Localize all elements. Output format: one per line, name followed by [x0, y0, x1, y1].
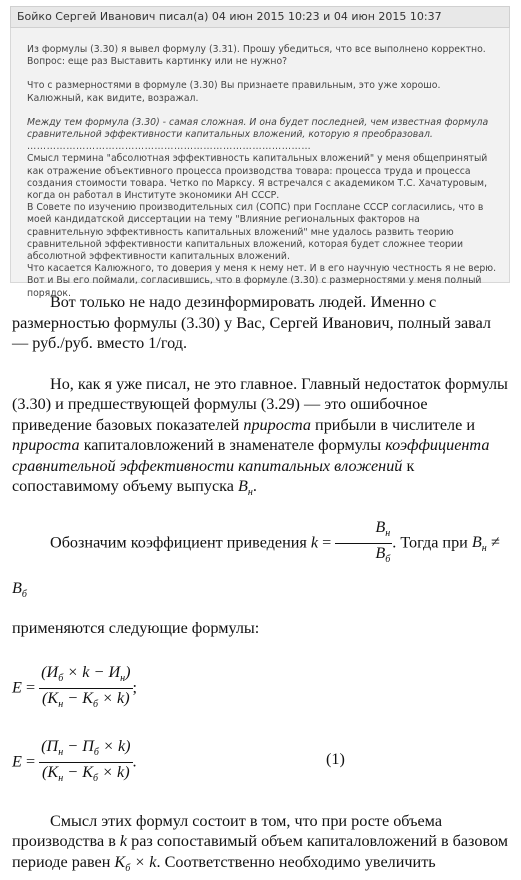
quote-paragraph: Что касается Калюжного, то доверия у меня к нему нет. И в его научную честность я не верю. Вот и Вы его поймали, согласившись, что в формуле (3.30) с размерностями у меня полный порядок. — [27, 263, 497, 299]
math-b-n: $B_н$ — [237, 477, 253, 499]
quote-paragraph: Вопрос: еще раз Выставить картинку или не нужно? — [27, 56, 288, 68]
math-k: k — [310, 533, 319, 552]
quote-paragraph: Что с размерностями в формуле (3.30) Вы признаете правильным, это уже хорошо. Калюжный, как видите, возражал. — [27, 80, 441, 104]
formula-2: E = $\frac{(П_н - П_б \times k)}{(K_н - K_б \times k)}$ . (1) — [12, 736, 345, 785]
article-body — [12, 292, 510, 880]
article-paragraph — [12, 811, 510, 880]
text-run: Обозначим коэффициент приведения — [50, 533, 311, 552]
text-run-italic: прироста — [12, 436, 80, 454]
text-run: Но, как я уже писал, не это главное. Главный недостаток формулы (3.30) и предшествующей формулы (3.29) — это ошибочное приведение базовых показателей — [12, 374, 508, 434]
text-run: . Соответственно необходимо увеличить — [156, 852, 436, 871]
math-condition: $B_н \ne B_б$ — [12, 533, 500, 601]
quote-paragraph: В Совете по изучению производительных сил (СОПС) при Госплане СССР согласились, что в моей кандидатской диссертации на тему "Влияние региональных факторов на сравнительную эффективность капитальных вложений" мне удалось развить теорию сравнительной эффективности капитальных вложений, которая будет сложнее теории абсолютной эффективности капитальных вложений. — [27, 202, 484, 263]
quote-block — [10, 28, 510, 299]
article-paragraph: Вот только не надо дезинформировать людей. Именно с размерностью формулы (3.30) у Вас, Сергей Иванович, полный завал — руб./руб. вместо 1/год. — [12, 293, 492, 352]
text-run: капиталовложений в знаменателе формулы — [79, 436, 386, 454]
quote-paragraph: Из формулы (3.30) я вывел формулу (3.31). Прошу убедиться, что все выполнено корректно. — [27, 44, 486, 55]
quote-paragraph: Между тем формула (3.30) - самая сложная. И она будет последней, чем известная формула сравнительной эффективности капитальных вложений, которую я преобразовал. — [27, 116, 489, 141]
text-run: раз сопоставимый объем капиталовложений в базовом периоде равен — [12, 832, 509, 871]
text-run: к сопоставимому объему выпуска — [12, 456, 415, 495]
math-k: k — [119, 832, 128, 851]
formula-1: E = $\frac{(И_б \times k - И_н)}{(K_н - K_б \times k)}$ ; — [12, 662, 138, 711]
text-run-italic: коэффициента сравнительной эффективности капитальных вложений — [12, 436, 490, 475]
article-paragraph: Обозначим коэффициент приведения k = $\frac{B_н}{B_б}$ . Тогда при $B_н \ne B_б$ — [12, 517, 500, 601]
article-paragraph: применяются следующие формулы: — [12, 619, 260, 638]
formula-number: (1) — [326, 749, 345, 768]
fraction-k: $\frac{B_н}{B_б}$ — [335, 518, 392, 569]
text-run: Смысл этих формул состоит в том, что при росте объема производства в — [12, 811, 443, 851]
quote-paragraph: Смысл термина "абсолютная эффективность капитальных вложений" у меня общепринятый как отражение объективного процесса производства товара: процесса труда и процесса создания стоимости товара. Четко по Марксу. Я встречался с академиком Т.С. Хачатуровым, когда он работал в Институте экономики АН СССР. — [27, 153, 488, 202]
quote-header: Бойко Сергей Иванович писал(а) 04 июн 2015 10:23 и 04 июн 2015 10:37 — [10, 6, 510, 28]
math-kb-k: $K_б \times k$ — [114, 852, 157, 875]
text-run: прибыли в числителе и — [310, 415, 476, 434]
quote-separator: …………………………………………………………………………… — [27, 141, 312, 153]
article-paragraph: Но, как я уже писал, не это главное. Главный недостаток формулы (3.30) и предшествующей формулы (3.29) — это ошибочное приведение базовых показателей прироста прибыли в числителе и прироста капиталовложений в знаменателе формулы коэффициента сравнительной эффективности капитальных вложений к сопоставимому объему выпуска $B_н$. — [12, 374, 508, 499]
text-run-italic: прироста — [243, 415, 311, 434]
text-run: . Тогда при — [392, 533, 472, 552]
